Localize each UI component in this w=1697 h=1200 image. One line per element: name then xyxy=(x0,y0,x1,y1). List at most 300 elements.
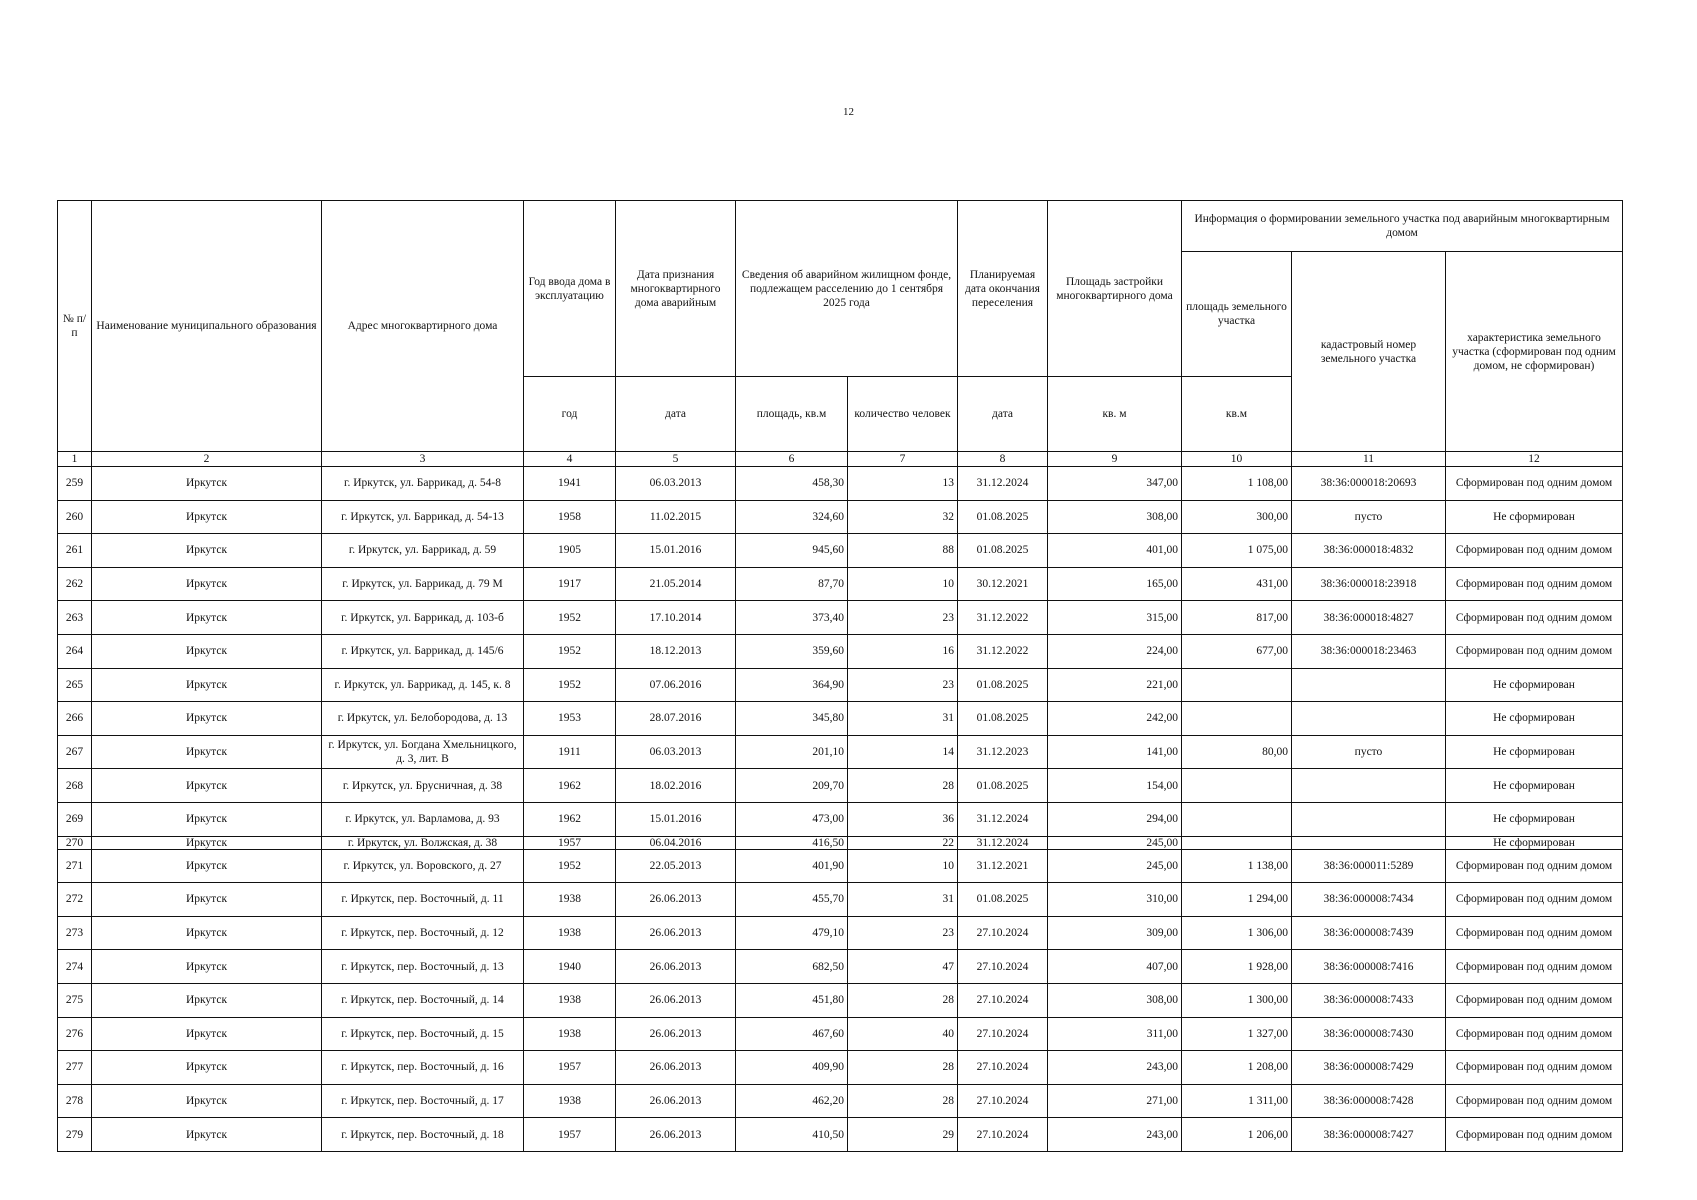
cell-row-number: 263 xyxy=(58,601,92,635)
cell-cadastral-number: пусто xyxy=(1292,500,1446,534)
cell-land-area: 1 108,00 xyxy=(1182,467,1292,501)
cell-row-number: 269 xyxy=(58,802,92,836)
column-number: 9 xyxy=(1048,452,1182,467)
cell-cadastral-number: 38:36:000008:7429 xyxy=(1292,1051,1446,1085)
cell-planned-date: 31.12.2024 xyxy=(958,802,1048,836)
cell-people-count: 23 xyxy=(848,601,958,635)
cell-fund-area: 364,90 xyxy=(736,668,848,702)
cell-land-characteristic: Сформирован под одним домом xyxy=(1446,1118,1623,1152)
cell-emergency-date: 15.01.2016 xyxy=(616,534,736,568)
emergency-housing-table xyxy=(57,200,1623,1152)
cell-land-characteristic: Не сформирован xyxy=(1446,500,1623,534)
cell-fund-area: 401,90 xyxy=(736,849,848,883)
cell-building-area: 311,00 xyxy=(1048,1017,1182,1051)
cell-building-area: 401,00 xyxy=(1048,534,1182,568)
cell-fund-area: 479,10 xyxy=(736,916,848,950)
cell-year-built: 1938 xyxy=(524,1084,616,1118)
cell-fund-area: 451,80 xyxy=(736,983,848,1017)
cell-fund-area: 373,40 xyxy=(736,601,848,635)
cell-people-count: 32 xyxy=(848,500,958,534)
cell-people-count: 29 xyxy=(848,1118,958,1152)
cell-year-built: 1911 xyxy=(524,735,616,769)
cell-people-count: 47 xyxy=(848,950,958,984)
column-number: 11 xyxy=(1292,452,1446,467)
cell-people-count: 13 xyxy=(848,467,958,501)
cell-address: г. Иркутск, пер. Восточный, д. 15 xyxy=(322,1017,524,1051)
unit-building-sqm: кв. м xyxy=(1048,377,1182,452)
cell-address: г. Иркутск, ул. Богдана Хмельницкого, д. 3, лит. В xyxy=(322,735,524,769)
cell-emergency-date: 06.04.2016 xyxy=(616,836,736,849)
cell-emergency-date: 18.12.2013 xyxy=(616,634,736,668)
header-land-info: Информация о формировании земельного участка под аварийным многоквартирным домом xyxy=(1182,201,1623,252)
unit-date: дата xyxy=(616,377,736,452)
cell-address: г. Иркутск, ул. Волжская, д. 38 xyxy=(322,836,524,849)
cell-emergency-date: 11.02.2015 xyxy=(616,500,736,534)
cell-year-built: 1938 xyxy=(524,1017,616,1051)
cell-address: г. Иркутск, ул. Баррикад, д. 59 xyxy=(322,534,524,568)
unit-area: площадь, кв.м xyxy=(736,377,848,452)
cell-land-area xyxy=(1182,702,1292,736)
table-row xyxy=(58,534,1623,568)
cell-land-characteristic: Не сформирован xyxy=(1446,668,1623,702)
cell-cadastral-number: 38:36:000018:23463 xyxy=(1292,634,1446,668)
cell-building-area: 310,00 xyxy=(1048,883,1182,917)
table-row xyxy=(58,802,1623,836)
cell-people-count: 23 xyxy=(848,916,958,950)
table-body xyxy=(58,467,1623,1152)
cell-address: г. Иркутск, ул. Белобородова, д. 13 xyxy=(322,702,524,736)
header-emergency-date: Дата признания многоквартирного дома аварийным xyxy=(616,201,736,377)
table-row xyxy=(58,1017,1623,1051)
cell-people-count: 22 xyxy=(848,836,958,849)
cell-year-built: 1952 xyxy=(524,849,616,883)
cell-row-number: 265 xyxy=(58,668,92,702)
cell-land-area xyxy=(1182,802,1292,836)
cell-cadastral-number: 38:36:000008:7434 xyxy=(1292,883,1446,917)
cell-emergency-date: 26.06.2013 xyxy=(616,983,736,1017)
cell-cadastral-number xyxy=(1292,836,1446,849)
cell-municipality: Иркутск xyxy=(92,500,322,534)
cell-row-number: 267 xyxy=(58,735,92,769)
table-row xyxy=(58,883,1623,917)
cell-fund-area: 473,00 xyxy=(736,802,848,836)
cell-building-area: 245,00 xyxy=(1048,849,1182,883)
cell-land-characteristic: Сформирован под одним домом xyxy=(1446,634,1623,668)
cell-year-built: 1958 xyxy=(524,500,616,534)
cell-cadastral-number: 38:36:000008:7427 xyxy=(1292,1118,1446,1152)
cell-fund-area: 410,50 xyxy=(736,1118,848,1152)
cell-planned-date: 31.12.2023 xyxy=(958,735,1048,769)
cell-building-area: 347,00 xyxy=(1048,467,1182,501)
cell-planned-date: 31.12.2022 xyxy=(958,601,1048,635)
cell-row-number: 279 xyxy=(58,1118,92,1152)
cell-fund-area: 324,60 xyxy=(736,500,848,534)
cell-municipality: Иркутск xyxy=(92,769,322,803)
cell-municipality: Иркутск xyxy=(92,916,322,950)
cell-row-number: 278 xyxy=(58,1084,92,1118)
cell-cadastral-number: 38:36:000018:20693 xyxy=(1292,467,1446,501)
cell-land-characteristic: Сформирован под одним домом xyxy=(1446,567,1623,601)
cell-land-characteristic: Сформирован под одним домом xyxy=(1446,534,1623,568)
cell-land-characteristic: Сформирован под одним домом xyxy=(1446,883,1623,917)
cell-address: г. Иркутск, пер. Восточный, д. 12 xyxy=(322,916,524,950)
column-number: 12 xyxy=(1446,452,1623,467)
cell-land-area: 1 300,00 xyxy=(1182,983,1292,1017)
cell-cadastral-number: 38:36:000018:4832 xyxy=(1292,534,1446,568)
cell-year-built: 1905 xyxy=(524,534,616,568)
cell-building-area: 309,00 xyxy=(1048,916,1182,950)
cell-emergency-date: 07.06.2016 xyxy=(616,668,736,702)
table-row xyxy=(58,567,1623,601)
cell-people-count: 31 xyxy=(848,883,958,917)
table-row xyxy=(58,702,1623,736)
cell-planned-date: 31.12.2022 xyxy=(958,634,1048,668)
cell-people-count: 40 xyxy=(848,1017,958,1051)
table-row xyxy=(58,467,1623,501)
unit-year: год xyxy=(524,377,616,452)
unit-planned-date: дата xyxy=(958,377,1048,452)
cell-year-built: 1938 xyxy=(524,983,616,1017)
cell-emergency-date: 15.01.2016 xyxy=(616,802,736,836)
cell-row-number: 264 xyxy=(58,634,92,668)
cell-people-count: 28 xyxy=(848,769,958,803)
cell-cadastral-number: 38:36:000008:7430 xyxy=(1292,1017,1446,1051)
cell-fund-area: 416,50 xyxy=(736,836,848,849)
header-land-area: площадь земельного участка xyxy=(1182,252,1292,377)
cell-planned-date: 01.08.2025 xyxy=(958,500,1048,534)
cell-people-count: 28 xyxy=(848,1051,958,1085)
cell-people-count: 28 xyxy=(848,1084,958,1118)
cell-fund-area: 201,10 xyxy=(736,735,848,769)
cell-year-built: 1952 xyxy=(524,601,616,635)
table-row xyxy=(58,769,1623,803)
cell-planned-date: 27.10.2024 xyxy=(958,983,1048,1017)
cell-building-area: 308,00 xyxy=(1048,500,1182,534)
table-row xyxy=(58,601,1623,635)
cell-emergency-date: 26.06.2013 xyxy=(616,1051,736,1085)
cell-municipality: Иркутск xyxy=(92,1084,322,1118)
cell-fund-area: 409,90 xyxy=(736,1051,848,1085)
column-numbers-row xyxy=(58,452,1623,467)
cell-year-built: 1952 xyxy=(524,634,616,668)
cell-land-area: 1 208,00 xyxy=(1182,1051,1292,1085)
cell-land-characteristic: Сформирован под одним домом xyxy=(1446,916,1623,950)
cell-year-built: 1952 xyxy=(524,668,616,702)
cell-building-area: 224,00 xyxy=(1048,634,1182,668)
table-row xyxy=(58,668,1623,702)
header-year-built: Год ввода дома в эксплуатацию xyxy=(524,201,616,377)
cell-year-built: 1962 xyxy=(524,802,616,836)
cell-municipality: Иркутск xyxy=(92,1017,322,1051)
cell-row-number: 274 xyxy=(58,950,92,984)
cell-people-count: 88 xyxy=(848,534,958,568)
cell-cadastral-number: пусто xyxy=(1292,735,1446,769)
column-number: 7 xyxy=(848,452,958,467)
cell-planned-date: 01.08.2025 xyxy=(958,702,1048,736)
cell-planned-date: 27.10.2024 xyxy=(958,1017,1048,1051)
cell-building-area: 243,00 xyxy=(1048,1051,1182,1085)
cell-land-characteristic: Сформирован под одним домом xyxy=(1446,849,1623,883)
cell-address: г. Иркутск, ул. Баррикад, д. 145, к. 8 xyxy=(322,668,524,702)
cell-municipality: Иркутск xyxy=(92,802,322,836)
cell-land-area: 1 928,00 xyxy=(1182,950,1292,984)
header-row-number: № п/п xyxy=(58,201,92,452)
table-row xyxy=(58,836,1623,849)
cell-municipality: Иркутск xyxy=(92,567,322,601)
cell-municipality: Иркутск xyxy=(92,702,322,736)
cell-address: г. Иркутск, ул. Баррикад, д. 54-8 xyxy=(322,467,524,501)
cell-year-built: 1957 xyxy=(524,1051,616,1085)
cell-land-area xyxy=(1182,769,1292,803)
cell-cadastral-number xyxy=(1292,702,1446,736)
cell-address: г. Иркутск, ул. Баррикад, д. 103-б xyxy=(322,601,524,635)
cell-fund-area: 467,60 xyxy=(736,1017,848,1051)
column-number: 4 xyxy=(524,452,616,467)
cell-emergency-date: 26.06.2013 xyxy=(616,883,736,917)
table-row xyxy=(58,1118,1623,1152)
cell-emergency-date: 26.06.2013 xyxy=(616,916,736,950)
cell-cadastral-number: 38:36:000018:4827 xyxy=(1292,601,1446,635)
cell-municipality: Иркутск xyxy=(92,735,322,769)
table-row xyxy=(58,1084,1623,1118)
table-row xyxy=(58,634,1623,668)
cell-people-count: 31 xyxy=(848,702,958,736)
cell-cadastral-number xyxy=(1292,769,1446,803)
cell-cadastral-number: 38:36:000018:23918 xyxy=(1292,567,1446,601)
cell-cadastral-number: 38:36:000008:7433 xyxy=(1292,983,1446,1017)
cell-emergency-date: 17.10.2014 xyxy=(616,601,736,635)
cell-address: г. Иркутск, пер. Восточный, д. 13 xyxy=(322,950,524,984)
cell-building-area: 315,00 xyxy=(1048,601,1182,635)
cell-people-count: 10 xyxy=(848,849,958,883)
cell-row-number: 268 xyxy=(58,769,92,803)
table-row xyxy=(58,735,1623,769)
cell-municipality: Иркутск xyxy=(92,883,322,917)
cell-municipality: Иркутск xyxy=(92,1118,322,1152)
cell-year-built: 1957 xyxy=(524,1118,616,1152)
cell-municipality: Иркутск xyxy=(92,634,322,668)
cell-land-characteristic: Сформирован под одним домом xyxy=(1446,1084,1623,1118)
cell-planned-date: 27.10.2024 xyxy=(958,1051,1048,1085)
cell-municipality: Иркутск xyxy=(92,601,322,635)
cell-year-built: 1938 xyxy=(524,916,616,950)
cell-land-area: 1 306,00 xyxy=(1182,916,1292,950)
page-number: 12 xyxy=(843,106,854,118)
cell-address: г. Иркутск, ул. Баррикад, д. 79 М xyxy=(322,567,524,601)
cell-land-area: 817,00 xyxy=(1182,601,1292,635)
header-emergency-fund: Сведения об аварийном жилищном фонде, подлежащем расселению до 1 сентября 2025 года xyxy=(736,201,958,377)
cell-fund-area: 359,60 xyxy=(736,634,848,668)
cell-address: г. Иркутск, ул. Варламова, д. 93 xyxy=(322,802,524,836)
header-land-characteristic: характеристика земельного участка (сформирован под одним домом, не сформирован) xyxy=(1446,252,1623,452)
cell-row-number: 276 xyxy=(58,1017,92,1051)
cell-emergency-date: 26.06.2013 xyxy=(616,1017,736,1051)
cell-year-built: 1957 xyxy=(524,836,616,849)
cell-land-characteristic: Не сформирован xyxy=(1446,836,1623,849)
cell-row-number: 273 xyxy=(58,916,92,950)
cell-planned-date: 27.10.2024 xyxy=(958,1084,1048,1118)
cell-people-count: 16 xyxy=(848,634,958,668)
cell-address: г. Иркутск, пер. Восточный, д. 11 xyxy=(322,883,524,917)
cell-fund-area: 87,70 xyxy=(736,567,848,601)
cell-land-area: 80,00 xyxy=(1182,735,1292,769)
cell-land-area: 1 138,00 xyxy=(1182,849,1292,883)
cell-row-number: 277 xyxy=(58,1051,92,1085)
table-row xyxy=(58,500,1623,534)
cell-row-number: 266 xyxy=(58,702,92,736)
cell-planned-date: 27.10.2024 xyxy=(958,950,1048,984)
cell-municipality: Иркутск xyxy=(92,836,322,849)
cell-land-area: 677,00 xyxy=(1182,634,1292,668)
column-number: 10 xyxy=(1182,452,1292,467)
cell-land-characteristic: Не сформирован xyxy=(1446,702,1623,736)
cell-cadastral-number: 38:36:000008:7428 xyxy=(1292,1084,1446,1118)
header-building-area: Площадь застройки многоквартирного дома xyxy=(1048,201,1182,377)
cell-land-characteristic: Сформирован под одним домом xyxy=(1446,983,1623,1017)
cell-fund-area: 209,70 xyxy=(736,769,848,803)
cell-row-number: 261 xyxy=(58,534,92,568)
column-number: 2 xyxy=(92,452,322,467)
cell-planned-date: 31.12.2024 xyxy=(958,836,1048,849)
cell-fund-area: 458,30 xyxy=(736,467,848,501)
cell-people-count: 23 xyxy=(848,668,958,702)
cell-land-area: 300,00 xyxy=(1182,500,1292,534)
cell-building-area: 308,00 xyxy=(1048,983,1182,1017)
header-planned-date: Планируемая дата окончания переселения xyxy=(958,201,1048,377)
table-row xyxy=(58,983,1623,1017)
cell-fund-area: 682,50 xyxy=(736,950,848,984)
cell-planned-date: 01.08.2025 xyxy=(958,883,1048,917)
cell-row-number: 260 xyxy=(58,500,92,534)
cell-building-area: 294,00 xyxy=(1048,802,1182,836)
cell-building-area: 165,00 xyxy=(1048,567,1182,601)
column-number: 8 xyxy=(958,452,1048,467)
cell-land-characteristic: Не сформирован xyxy=(1446,769,1623,803)
cell-address: г. Иркутск, пер. Восточный, д. 17 xyxy=(322,1084,524,1118)
cell-address: г. Иркутск, ул. Баррикад, д. 54-13 xyxy=(322,500,524,534)
cell-building-area: 243,00 xyxy=(1048,1118,1182,1152)
column-number: 6 xyxy=(736,452,848,467)
cell-planned-date: 30.12.2021 xyxy=(958,567,1048,601)
cell-emergency-date: 06.03.2013 xyxy=(616,467,736,501)
cell-building-area: 242,00 xyxy=(1048,702,1182,736)
header-cadastral: кадастровый номер земельного участка xyxy=(1292,252,1446,452)
cell-municipality: Иркутск xyxy=(92,467,322,501)
cell-municipality: Иркутск xyxy=(92,1051,322,1085)
cell-cadastral-number xyxy=(1292,802,1446,836)
cell-land-area: 1 075,00 xyxy=(1182,534,1292,568)
cell-cadastral-number: 38:36:000008:7439 xyxy=(1292,916,1446,950)
cell-address: г. Иркутск, пер. Восточный, д. 18 xyxy=(322,1118,524,1152)
cell-people-count: 36 xyxy=(848,802,958,836)
cell-cadastral-number: 38:36:000008:7416 xyxy=(1292,950,1446,984)
cell-planned-date: 01.08.2025 xyxy=(958,769,1048,803)
column-number: 3 xyxy=(322,452,524,467)
table-row xyxy=(58,1051,1623,1085)
cell-planned-date: 27.10.2024 xyxy=(958,1118,1048,1152)
cell-building-area: 141,00 xyxy=(1048,735,1182,769)
cell-cadastral-number: 38:36:000011:5289 xyxy=(1292,849,1446,883)
cell-emergency-date: 26.06.2013 xyxy=(616,950,736,984)
cell-land-characteristic: Не сформирован xyxy=(1446,735,1623,769)
cell-address: г. Иркутск, пер. Восточный, д. 14 xyxy=(322,983,524,1017)
cell-year-built: 1938 xyxy=(524,883,616,917)
cell-land-characteristic: Сформирован под одним домом xyxy=(1446,1051,1623,1085)
table-row xyxy=(58,950,1623,984)
column-number: 1 xyxy=(58,452,92,467)
cell-land-characteristic: Сформирован под одним домом xyxy=(1446,467,1623,501)
cell-land-characteristic: Сформирован под одним домом xyxy=(1446,1017,1623,1051)
cell-fund-area: 345,80 xyxy=(736,702,848,736)
cell-planned-date: 31.12.2024 xyxy=(958,467,1048,501)
cell-people-count: 10 xyxy=(848,567,958,601)
cell-planned-date: 01.08.2025 xyxy=(958,668,1048,702)
cell-land-characteristic: Сформирован под одним домом xyxy=(1446,601,1623,635)
cell-municipality: Иркутск xyxy=(92,950,322,984)
cell-planned-date: 01.08.2025 xyxy=(958,534,1048,568)
table-row xyxy=(58,849,1623,883)
cell-municipality: Иркутск xyxy=(92,849,322,883)
cell-land-area xyxy=(1182,668,1292,702)
cell-municipality: Иркутск xyxy=(92,983,322,1017)
unit-people: количество человек xyxy=(848,377,958,452)
cell-land-characteristic: Сформирован под одним домом xyxy=(1446,950,1623,984)
cell-municipality: Иркутск xyxy=(92,668,322,702)
cell-row-number: 275 xyxy=(58,983,92,1017)
column-number: 5 xyxy=(616,452,736,467)
cell-fund-area: 462,20 xyxy=(736,1084,848,1118)
cell-fund-area: 945,60 xyxy=(736,534,848,568)
cell-land-area: 431,00 xyxy=(1182,567,1292,601)
cell-emergency-date: 26.06.2013 xyxy=(616,1118,736,1152)
cell-year-built: 1953 xyxy=(524,702,616,736)
cell-year-built: 1917 xyxy=(524,567,616,601)
cell-row-number: 262 xyxy=(58,567,92,601)
cell-emergency-date: 21.05.2014 xyxy=(616,567,736,601)
cell-emergency-date: 18.02.2016 xyxy=(616,769,736,803)
cell-emergency-date: 06.03.2013 xyxy=(616,735,736,769)
cell-address: г. Иркутск, пер. Восточный, д. 16 xyxy=(322,1051,524,1085)
cell-land-area: 1 294,00 xyxy=(1182,883,1292,917)
table-row xyxy=(58,916,1623,950)
cell-emergency-date: 26.06.2013 xyxy=(616,1084,736,1118)
cell-people-count: 14 xyxy=(848,735,958,769)
cell-year-built: 1941 xyxy=(524,467,616,501)
cell-address: г. Иркутск, ул. Воровского, д. 27 xyxy=(322,849,524,883)
cell-year-built: 1962 xyxy=(524,769,616,803)
table-header xyxy=(58,201,1623,467)
cell-building-area: 154,00 xyxy=(1048,769,1182,803)
cell-building-area: 221,00 xyxy=(1048,668,1182,702)
cell-building-area: 271,00 xyxy=(1048,1084,1182,1118)
cell-planned-date: 27.10.2024 xyxy=(958,916,1048,950)
cell-building-area: 245,00 xyxy=(1048,836,1182,849)
cell-people-count: 28 xyxy=(848,983,958,1017)
cell-address: г. Иркутск, ул. Брусничная, д. 38 xyxy=(322,769,524,803)
cell-land-characteristic: Не сформирован xyxy=(1446,802,1623,836)
cell-emergency-date: 22.05.2013 xyxy=(616,849,736,883)
cell-row-number: 270 xyxy=(58,836,92,849)
unit-land-sqm: кв.м xyxy=(1182,377,1292,452)
cell-land-area: 1 327,00 xyxy=(1182,1017,1292,1051)
cell-row-number: 259 xyxy=(58,467,92,501)
header-municipality: Наименование муниципального образования xyxy=(92,201,322,452)
header-address: Адрес многоквартирного дома xyxy=(322,201,524,452)
cell-row-number: 271 xyxy=(58,849,92,883)
cell-land-area xyxy=(1182,836,1292,849)
cell-row-number: 272 xyxy=(58,883,92,917)
cell-land-area: 1 311,00 xyxy=(1182,1084,1292,1118)
